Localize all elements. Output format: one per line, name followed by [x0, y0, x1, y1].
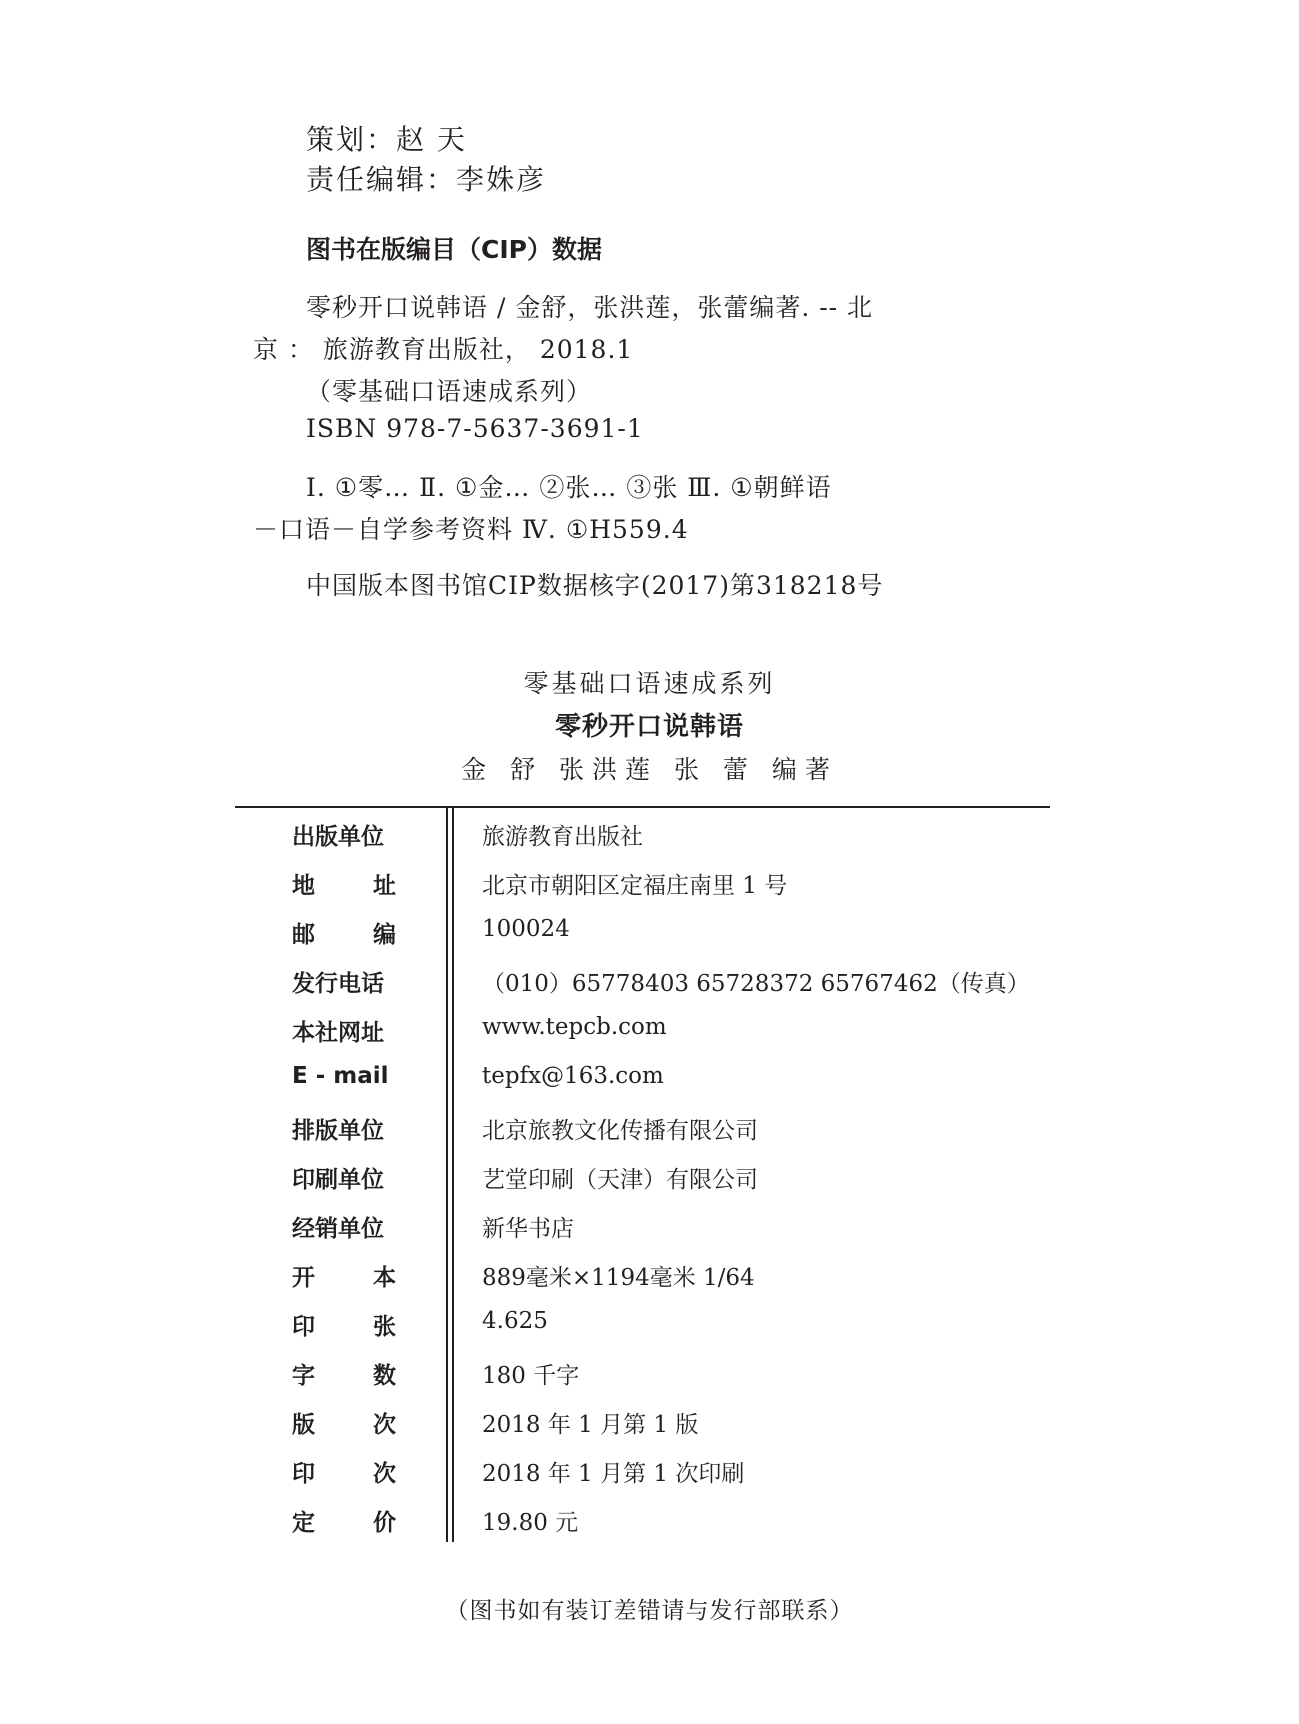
series-name: 零基础口语速成系列 — [523, 669, 776, 698]
table-row-label: 印 张 — [292, 1314, 396, 1340]
table-row-value: 2018 年 1 月第 1 次印刷 — [482, 1461, 745, 1487]
table-row-label: 字 数 — [292, 1363, 396, 1389]
table-row-label: 印刷单位 — [292, 1167, 384, 1193]
planner-label: 策划： — [306, 123, 397, 156]
table-row-value: 北京市朝阳区定福庄南里 1 号 — [482, 873, 788, 899]
table-row-value: 4.625 — [482, 1308, 548, 1334]
table-row-label: 出版单位 — [292, 824, 384, 850]
planner-name: 赵 天 — [396, 123, 467, 156]
editor-name: 李姝彦 — [456, 163, 547, 196]
cip-classification-2: －口语－自学参考资料 Ⅳ. ①H559.4 — [253, 515, 689, 544]
cip-line-1: 零秒开口说韩语 / 金舒，张洪莲，张蕾编著. -- 北 — [306, 293, 874, 322]
table-divider-right — [452, 806, 454, 1542]
cip-classification-1: Ⅰ. ①零… Ⅱ. ①金… ②张… ③张 Ⅲ. ①朝鲜语 — [306, 473, 832, 502]
table-row-label: 经销单位 — [292, 1216, 384, 1242]
table-row-value: 2018 年 1 月第 1 版 — [482, 1412, 699, 1438]
planner-credit — [306, 118, 467, 158]
table-row-label: E - mail — [292, 1063, 389, 1089]
table-row-label: 本社网址 — [292, 1020, 384, 1046]
table-row-label: 地 址 — [292, 873, 396, 899]
table-row-label: 排版单位 — [292, 1118, 384, 1144]
editor-label: 责任编辑： — [306, 163, 457, 196]
cip-line-2: 京 ： 旅游教育出版社， 2018.1 — [253, 335, 634, 364]
book-title: 零秒开口说韩语 — [554, 712, 744, 742]
table-row-value: （010）65778403 65728372 65767462（传真） — [482, 971, 1030, 997]
table-row-value: 100024 — [482, 916, 570, 942]
table-top-rule — [235, 806, 1050, 808]
cip-line-3: （零基础口语速成系列） — [306, 377, 593, 406]
table-row-value: www.tepcb.com — [482, 1014, 667, 1040]
table-row-value: 180 千字 — [482, 1363, 580, 1389]
table-row-label: 开 本 — [292, 1265, 396, 1291]
table-row-label: 发行电话 — [292, 971, 384, 997]
table-row-value: 19.80 元 — [482, 1510, 579, 1536]
table-row-label: 印 次 — [292, 1461, 396, 1487]
table-row-value: tepfx@163.com — [482, 1063, 664, 1089]
table-row-value: 旅游教育出版社 — [482, 824, 643, 850]
cip-title: 图书在版编目（CIP）数据 — [306, 235, 602, 264]
editor-credit — [306, 158, 546, 198]
table-divider-left — [446, 806, 448, 1542]
table-row-value: 889毫米×1194毫米 1/64 — [482, 1265, 755, 1291]
table-row-label: 定 价 — [292, 1510, 396, 1536]
table-row-value: 艺堂印刷（天津）有限公司 — [482, 1167, 758, 1193]
book-authors: 金 舒 张洪莲 张 蕾 编著 — [461, 755, 838, 784]
table-row-value: 新华书店 — [482, 1216, 574, 1242]
table-row-label: 邮 编 — [292, 922, 396, 948]
table-row-value: 北京旅教文化传播有限公司 — [482, 1118, 758, 1144]
cip-verification: 中国版本图书馆CIP数据核字(2017)第318218号 — [306, 571, 884, 600]
footer-note: （图书如有装订差错请与发行部联系） — [445, 1598, 854, 1624]
table-row-label: 版 次 — [292, 1412, 396, 1438]
cip-isbn: ISBN 978-7-5637-3691-1 — [306, 414, 644, 443]
